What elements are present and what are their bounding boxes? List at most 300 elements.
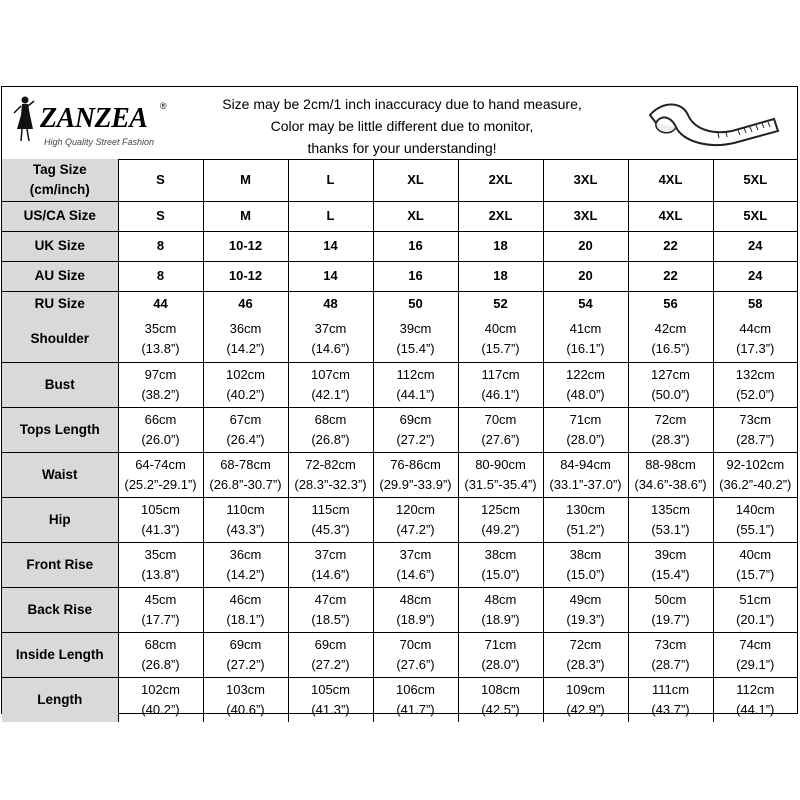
measure-cm: 39cm — [399, 321, 432, 337]
measure-cm: 80-90cm — [475, 456, 526, 472]
measure-inch: (15.0”) — [566, 566, 605, 582]
measure-cm: 110cm — [226, 501, 265, 517]
measure-inch: (18.9”) — [396, 611, 435, 627]
measure-inch: (49.2”) — [481, 521, 520, 537]
row-header: Shoulder — [2, 317, 118, 362]
measure-cell — [628, 497, 713, 542]
measure-cm: 72cm — [569, 636, 602, 652]
size-cell: L — [288, 201, 373, 231]
size-cell: 16 — [373, 261, 458, 291]
measure-inch: (14.6”) — [396, 566, 435, 582]
measure-inch: (45.3”) — [311, 521, 350, 537]
measure-cell — [628, 452, 713, 497]
measure-cell — [373, 677, 458, 722]
size-cell: 56 — [628, 291, 713, 317]
size-chart — [1, 86, 798, 717]
measure-inch: (28.7”) — [736, 431, 775, 447]
measure-cm: 102cm — [225, 366, 266, 382]
measure-cell — [203, 632, 288, 677]
measure-inch: (15.4”) — [396, 341, 435, 357]
measure-cm: 69cm — [229, 636, 262, 652]
measure-cm: 47cm — [314, 591, 347, 607]
brand-tagline: High Quality Street Fashion — [44, 137, 155, 147]
measure-cm: 35cm — [144, 321, 177, 337]
measure-cm: 44cm — [739, 321, 772, 337]
measure-row — [2, 452, 797, 497]
registered-mark: ® — [160, 101, 167, 111]
measure-cell — [543, 542, 628, 587]
size-row — [2, 261, 797, 291]
measure-cell — [458, 587, 543, 632]
size-row — [2, 159, 797, 201]
measure-inch: (34.6”-38.6”) — [634, 476, 707, 492]
row-header-sublabel: (cm/inch) — [29, 181, 90, 197]
row-header: Length — [2, 677, 118, 722]
measure-inch: (14.2”) — [226, 341, 265, 357]
measure-inch: (25.2”-29.1”) — [124, 476, 197, 492]
size-cell: 22 — [628, 261, 713, 291]
measure-cm: 112cm — [736, 681, 775, 697]
measure-inch: (42.1”) — [311, 386, 350, 402]
measure-cm: 66cm — [144, 411, 177, 427]
size-cell: 58 — [713, 291, 797, 317]
measure-cm: 71cm — [569, 411, 602, 427]
measure-cm: 49cm — [569, 591, 602, 607]
measure-cell — [458, 452, 543, 497]
size-cell: 22 — [628, 231, 713, 261]
size-cell: S — [118, 201, 203, 231]
measure-cell — [118, 587, 203, 632]
measure-cm: 46cm — [229, 591, 262, 607]
measure-inch: (26.4”) — [226, 431, 265, 447]
measure-cm: 92-102cm — [726, 456, 785, 472]
measure-inch: (42.9”) — [566, 701, 605, 717]
measure-cm: 40cm — [484, 321, 517, 337]
measure-inch: (43.7”) — [651, 701, 690, 717]
measure-cell — [713, 542, 797, 587]
measure-cm: 130cm — [565, 501, 606, 517]
measure-cm: 105cm — [310, 681, 351, 697]
size-cell: 3XL — [543, 159, 628, 201]
measure-cell — [288, 407, 373, 452]
measure-cell — [203, 677, 288, 722]
measure-cm: 106cm — [395, 681, 436, 697]
measure-inch: (14.6”) — [311, 566, 350, 582]
measure-inch: (41.7”) — [396, 701, 435, 717]
measure-inch: (38.2”) — [141, 386, 180, 402]
brand-name: ZANZEA — [40, 103, 148, 134]
size-cell: 10-12 — [203, 261, 288, 291]
measure-cm: 41cm — [569, 321, 602, 337]
measure-cm: 72cm — [654, 411, 687, 427]
row-header — [2, 261, 118, 291]
measure-cm: 70cm — [484, 411, 517, 427]
measure-inch: (44.1”) — [396, 386, 435, 402]
measure-inch: (20.1”) — [736, 611, 775, 627]
measure-cm: 120cm — [395, 501, 436, 517]
measure-cm: 122cm — [565, 366, 606, 382]
measure-row — [2, 632, 797, 677]
measure-cm: 69cm — [314, 636, 347, 652]
measure-inch: (26.8”) — [141, 656, 180, 672]
measure-cell — [543, 632, 628, 677]
measure-inch: (28.3”) — [651, 431, 690, 447]
measure-cell — [628, 542, 713, 587]
measure-cm: 108cm — [480, 681, 521, 697]
woman-silhouette-icon — [10, 95, 38, 143]
measure-inch: (31.5”-35.4”) — [464, 476, 537, 492]
row-header: Waist — [2, 452, 118, 497]
measure-inch: (14.6”) — [311, 341, 350, 357]
notice-line-3: thanks for your understanding! — [307, 140, 497, 156]
measure-inch: (28.3”-32.3”) — [294, 476, 367, 492]
measure-inch: (15.0”) — [481, 566, 520, 582]
measure-cm: 115cm — [311, 501, 350, 517]
measure-inch: (28.0”) — [481, 656, 520, 672]
size-row — [2, 291, 797, 317]
measure-inch: (43.3”) — [226, 521, 265, 537]
measure-cm: 35cm — [144, 546, 177, 562]
measure-cell — [203, 362, 288, 407]
size-cell: 16 — [373, 231, 458, 261]
size-cell: XL — [373, 201, 458, 231]
measure-row — [2, 677, 797, 722]
measure-cell — [288, 542, 373, 587]
brand-logo — [10, 93, 170, 153]
measure-inch: (26.8”-30.7”) — [209, 476, 282, 492]
row-header-label: AU Size — [34, 268, 85, 283]
measure-cell — [373, 542, 458, 587]
measure-cm: 67cm — [229, 411, 262, 427]
measure-cm: 140cm — [735, 501, 775, 517]
measure-cm: 73cm — [654, 636, 687, 652]
measure-cell — [458, 677, 543, 722]
measure-cell — [118, 542, 203, 587]
size-table — [2, 159, 797, 722]
measure-cell — [118, 317, 203, 362]
measure-cm: 38cm — [484, 546, 517, 562]
measure-cm: 84-94cm — [560, 456, 611, 472]
notice-line-2: Color may be little different due to monitor, — [270, 118, 534, 134]
measuring-tape-icon — [642, 97, 782, 152]
measure-inch: (27.2”) — [226, 656, 265, 672]
measure-cell — [713, 452, 797, 497]
measure-cell — [628, 587, 713, 632]
size-cell: 50 — [373, 291, 458, 317]
measure-cell — [203, 497, 288, 542]
measure-cm: 37cm — [314, 546, 347, 562]
measure-cell — [713, 632, 797, 677]
measure-cm: 36cm — [229, 546, 262, 562]
measure-cell — [288, 632, 373, 677]
size-cell: 18 — [458, 231, 543, 261]
measure-inch: (15.7”) — [736, 566, 775, 582]
measure-cell — [458, 542, 543, 587]
measure-cell — [628, 362, 713, 407]
measure-cm: 125cm — [480, 501, 521, 517]
measure-inch: (46.1”) — [481, 386, 520, 402]
measure-cell — [288, 497, 373, 542]
measure-cm: 88-98cm — [645, 456, 696, 472]
size-cell: 4XL — [628, 201, 713, 231]
measure-inch: (29.1”) — [736, 656, 775, 672]
size-cell: 5XL — [713, 201, 797, 231]
measure-inch: (40.2”) — [226, 386, 265, 402]
measure-cm: 117cm — [481, 366, 520, 382]
measure-inch: (17.7”) — [141, 611, 180, 627]
row-header — [2, 231, 118, 261]
row-header-label: Tag Size — [32, 161, 87, 177]
measure-cell — [458, 362, 543, 407]
measure-cell — [118, 407, 203, 452]
measure-cell — [203, 587, 288, 632]
measure-cell — [628, 632, 713, 677]
measure-cell — [118, 452, 203, 497]
measure-inch: (13.8”) — [141, 566, 180, 582]
measure-cell — [543, 587, 628, 632]
measure-row — [2, 497, 797, 542]
measure-cell — [628, 407, 713, 452]
size-cell: 2XL — [458, 201, 543, 231]
measure-row — [2, 587, 797, 632]
measure-cell — [543, 317, 628, 362]
row-header-label: RU Size — [34, 296, 85, 312]
measure-cell — [543, 677, 628, 722]
measure-cell — [118, 677, 203, 722]
size-cell: 18 — [458, 261, 543, 291]
measure-inch: (50.0”) — [651, 386, 690, 402]
size-cell: 14 — [288, 261, 373, 291]
row-header: Bust — [2, 362, 118, 407]
measure-inch: (36.2”-40.2”) — [719, 476, 792, 492]
notice-line-1: Size may be 2cm/1 inch inaccuracy due to hand measure, — [222, 96, 582, 112]
measure-cm: 40cm — [739, 546, 772, 562]
measure-cm: 107cm — [310, 366, 351, 382]
size-cell: 8 — [118, 261, 203, 291]
measure-cell — [373, 317, 458, 362]
size-cell: 46 — [203, 291, 288, 317]
measure-cm: 48cm — [484, 591, 517, 607]
row-header: Inside Length — [2, 632, 118, 677]
measure-cm: 64-74cm — [135, 456, 186, 472]
measure-row — [2, 317, 797, 362]
measure-cell — [118, 362, 203, 407]
size-cell: L — [288, 159, 373, 201]
row-header: Back Rise — [2, 587, 118, 632]
measure-cm: 50cm — [654, 591, 687, 607]
measure-cell — [203, 452, 288, 497]
measure-inch: (27.2”) — [396, 431, 435, 447]
measure-inch: (44.1”) — [736, 701, 775, 717]
size-cell: 14 — [288, 231, 373, 261]
measure-cm: 112cm — [396, 366, 435, 382]
measure-cell — [458, 407, 543, 452]
measure-inch: (51.2”) — [566, 521, 605, 537]
measure-inch: (26.0”) — [141, 431, 180, 447]
measure-cell — [288, 587, 373, 632]
measure-row — [2, 542, 797, 587]
measure-inch: (16.1”) — [566, 341, 605, 357]
size-cell: 24 — [713, 231, 797, 261]
measure-inch: (47.2”) — [396, 521, 435, 537]
measure-cell — [203, 542, 288, 587]
measure-cell — [713, 587, 797, 632]
measure-cm: 42cm — [654, 321, 687, 337]
size-cell: 2XL — [458, 159, 543, 201]
measurement-notice — [202, 93, 602, 159]
size-cell: M — [203, 201, 288, 231]
measure-row — [2, 362, 797, 407]
measure-cm: 103cm — [225, 681, 266, 697]
measure-inch: (28.3”) — [566, 656, 605, 672]
measure-cm: 71cm — [484, 636, 517, 652]
measure-cell — [288, 362, 373, 407]
measure-cell — [543, 362, 628, 407]
measure-inch: (48.0”) — [566, 386, 605, 402]
measure-cm: 68-78cm — [220, 456, 271, 472]
measure-cell — [288, 452, 373, 497]
measure-cell — [373, 587, 458, 632]
size-cell: 54 — [543, 291, 628, 317]
row-header: Tops Length — [2, 407, 118, 452]
measure-inch: (18.1”) — [226, 611, 265, 627]
measure-inch: (27.6”) — [396, 656, 435, 672]
measure-inch: (15.4”) — [651, 566, 690, 582]
measure-cm: 37cm — [399, 546, 432, 562]
measure-cm: 72-82cm — [305, 456, 356, 472]
measure-inch: (19.7”) — [651, 611, 690, 627]
size-cell: 3XL — [543, 201, 628, 231]
measure-inch: (53.1”) — [651, 521, 690, 537]
measure-cm: 70cm — [399, 636, 432, 652]
measure-cell — [203, 407, 288, 452]
measure-cm: 105cm — [140, 501, 181, 517]
size-cell: 4XL — [628, 159, 713, 201]
measure-cm: 74cm — [739, 636, 772, 652]
size-cell: 10-12 — [203, 231, 288, 261]
chart-header — [2, 87, 797, 160]
measure-cm: 68cm — [144, 636, 177, 652]
measure-cell — [373, 407, 458, 452]
row-header-label: US/CA Size — [23, 208, 96, 223]
measure-inch: (27.2”) — [311, 656, 350, 672]
measure-cm: 111cm — [651, 681, 690, 697]
measure-cell — [288, 677, 373, 722]
measure-inch: (41.3”) — [311, 701, 350, 717]
measure-cell — [373, 362, 458, 407]
measure-cm: 36cm — [229, 321, 262, 337]
size-cell: XL — [373, 159, 458, 201]
measure-cm: 68cm — [314, 411, 347, 427]
row-header: Hip — [2, 497, 118, 542]
measure-cell — [713, 677, 797, 722]
size-cell: 20 — [543, 261, 628, 291]
size-cell: 8 — [118, 231, 203, 261]
measure-inch: (16.5”) — [651, 341, 690, 357]
measure-cell — [288, 317, 373, 362]
measure-inch: (33.1”-37.0”) — [549, 476, 622, 492]
measure-inch: (40.6”) — [226, 701, 265, 717]
measure-inch: (40.2”) — [141, 701, 180, 717]
row-header — [2, 291, 118, 317]
measure-inch: (55.1”) — [736, 521, 775, 537]
size-cell: 20 — [543, 231, 628, 261]
measure-cell — [458, 497, 543, 542]
measure-cm: 76-86cm — [390, 456, 441, 472]
size-cell: S — [118, 159, 203, 201]
row-header: Front Rise — [2, 542, 118, 587]
size-cell: 24 — [713, 261, 797, 291]
measure-inch: (27.6”) — [481, 431, 520, 447]
measure-cell — [203, 317, 288, 362]
measure-cell — [118, 497, 203, 542]
measure-cell — [543, 407, 628, 452]
measure-inch: (18.5”) — [311, 611, 350, 627]
measure-cm: 38cm — [569, 546, 602, 562]
measure-cell — [628, 677, 713, 722]
measure-cm: 135cm — [650, 501, 691, 517]
measure-cell — [628, 317, 713, 362]
measure-inch: (19.3”) — [566, 611, 605, 627]
measure-cell — [543, 497, 628, 542]
measure-inch: (18.9”) — [481, 611, 520, 627]
size-cell: 44 — [118, 291, 203, 317]
measure-cell — [713, 362, 797, 407]
measure-cell — [118, 632, 203, 677]
measure-cell — [373, 452, 458, 497]
measure-cell — [458, 632, 543, 677]
measure-cm: 39cm — [654, 546, 687, 562]
row-header — [2, 159, 118, 201]
measure-inch: (52.0”) — [736, 386, 775, 402]
measure-cm: 45cm — [144, 591, 177, 607]
measure-cm: 109cm — [565, 681, 606, 697]
measure-inch: (17.3”) — [736, 341, 775, 357]
measure-cell — [713, 497, 797, 542]
size-cell: 5XL — [713, 159, 797, 201]
row-header-label: UK Size — [34, 238, 85, 253]
measure-cm: 51cm — [739, 591, 772, 607]
measure-cm: 37cm — [314, 321, 347, 337]
measure-cm: 48cm — [399, 591, 432, 607]
measure-cell — [373, 497, 458, 542]
measure-inch: (42.5”) — [481, 701, 520, 717]
measure-cell — [458, 317, 543, 362]
measure-inch: (13.8”) — [141, 341, 180, 357]
measure-cm: 97cm — [144, 366, 177, 382]
measure-cell — [713, 317, 797, 362]
measure-cell — [373, 632, 458, 677]
measure-inch: (15.7”) — [481, 341, 520, 357]
size-cell: 52 — [458, 291, 543, 317]
row-header — [2, 201, 118, 231]
measure-row — [2, 407, 797, 452]
measure-cm: 69cm — [399, 411, 432, 427]
measure-cell — [543, 452, 628, 497]
measure-inch: (41.3”) — [141, 521, 180, 537]
measure-inch: (26.8”) — [311, 431, 350, 447]
measure-cm: 127cm — [650, 366, 691, 382]
size-row — [2, 231, 797, 261]
measure-cm: 132cm — [735, 366, 775, 382]
size-cell: M — [203, 159, 288, 201]
measure-cell — [713, 407, 797, 452]
measure-inch: (28.7”) — [651, 656, 690, 672]
size-cell: 48 — [288, 291, 373, 317]
measure-inch: (29.9”-33.9”) — [379, 476, 452, 492]
size-row — [2, 201, 797, 231]
measure-cm: 102cm — [140, 681, 181, 697]
